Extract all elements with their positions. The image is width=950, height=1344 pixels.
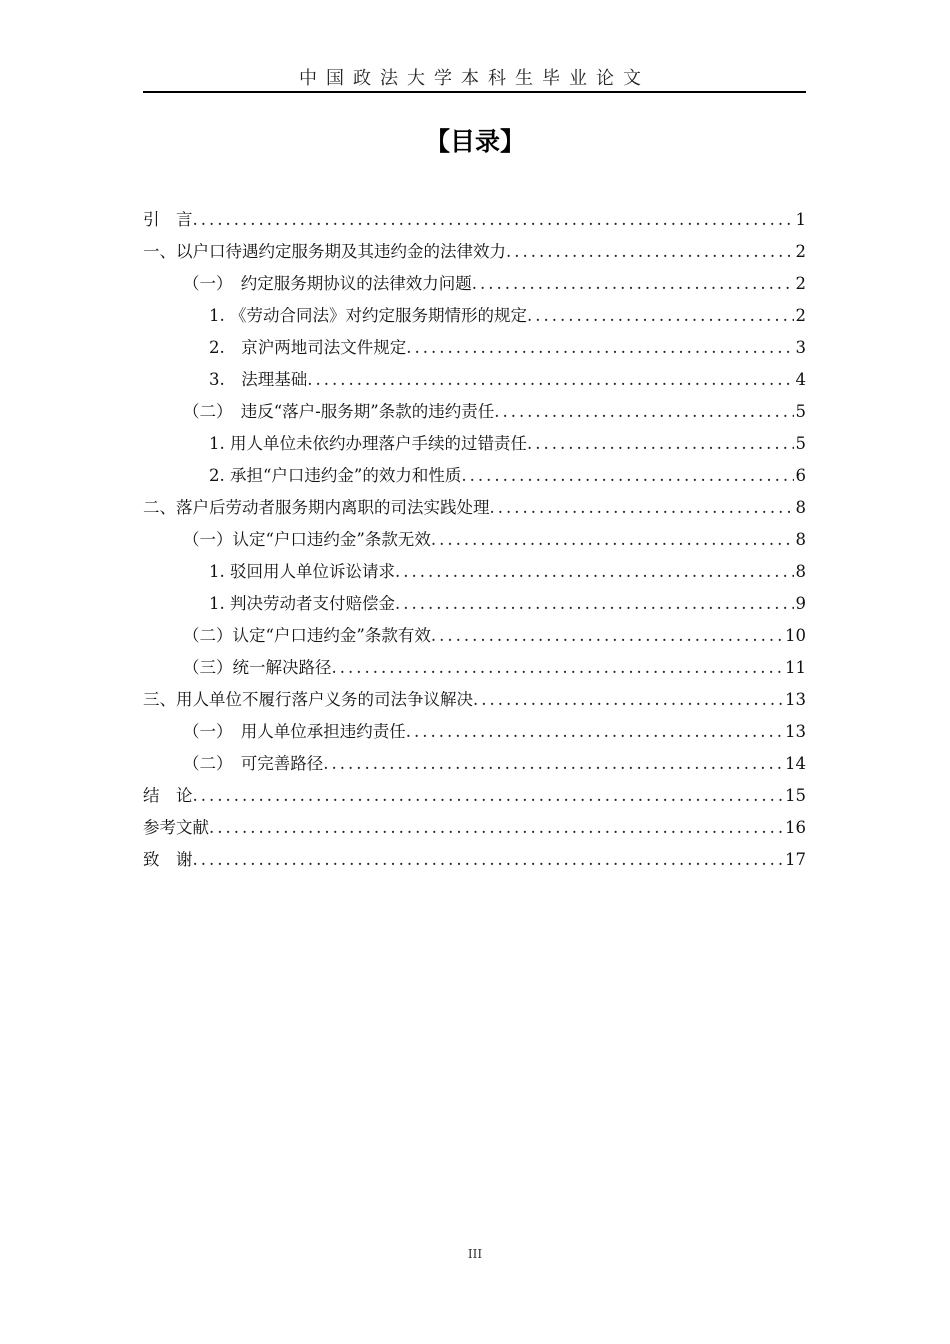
toc-entry-text: （二） 违反“落户-服务期”条款的违约责任 bbox=[183, 402, 495, 421]
toc-leader-dots bbox=[473, 684, 783, 716]
toc-entry-page: 13 bbox=[785, 690, 806, 709]
toc-title: 【目录】 bbox=[424, 127, 525, 156]
toc-leader-dots bbox=[395, 588, 794, 620]
toc-entry-section-3-2[interactable] bbox=[143, 748, 806, 780]
toc-entry-page: 5 bbox=[795, 402, 806, 421]
toc-entry-section-2-3[interactable] bbox=[143, 652, 806, 684]
toc-entry-text: （二）认定“户口违约金”条款有效 bbox=[183, 626, 431, 645]
toc-entry-page: 14 bbox=[785, 754, 806, 773]
toc-leader-dots bbox=[527, 428, 794, 460]
toc-entry-page: 3 bbox=[795, 338, 806, 357]
toc-entry-subsection-1-1-1[interactable] bbox=[143, 300, 806, 332]
toc-leader-dots bbox=[332, 652, 784, 684]
toc-leader-dots bbox=[323, 748, 783, 780]
toc-entry-subsection-1-2-2[interactable] bbox=[143, 460, 806, 492]
toc-entry-section-1-1[interactable] bbox=[143, 268, 806, 300]
toc-entry-page: 11 bbox=[785, 658, 806, 677]
toc-entry-text: 1. 用人单位未依约办理落户手续的过错责任 bbox=[209, 434, 527, 453]
toc-leader-dots bbox=[209, 812, 783, 844]
toc-entry-text: 结 论 bbox=[143, 786, 193, 805]
toc-entry-text: （一）认定“户口违约金”条款无效 bbox=[183, 530, 431, 549]
table-of-contents bbox=[143, 204, 806, 876]
running-header: 中国政法大学本科生毕业论文 bbox=[299, 68, 650, 89]
toc-entry-page: 15 bbox=[785, 786, 806, 805]
toc-entry-text: 参考文献 bbox=[143, 818, 209, 837]
toc-entry-page: 5 bbox=[795, 434, 806, 453]
toc-entry-conclusion[interactable] bbox=[143, 780, 806, 812]
toc-entry-text: 2. 京沪两地司法文件规定 bbox=[209, 338, 407, 357]
toc-entry-page: 1 bbox=[795, 210, 806, 229]
toc-leader-dots bbox=[490, 492, 794, 524]
toc-entry-subsection-2-1-2[interactable] bbox=[143, 588, 806, 620]
toc-entry-subsection-1-2-1[interactable] bbox=[143, 428, 806, 460]
toc-entry-subsection-2-1-1[interactable] bbox=[143, 556, 806, 588]
toc-entry-page: 13 bbox=[785, 722, 806, 741]
toc-entry-text: （一） 约定服务期协议的法律效力问题 bbox=[183, 274, 472, 293]
toc-entry-acknowledgements[interactable] bbox=[143, 844, 806, 876]
toc-entry-chapter-1[interactable] bbox=[143, 236, 806, 268]
toc-entry-text: 二、落户后劳动者服务期内离职的司法实践处理 bbox=[143, 498, 490, 517]
toc-leader-dots bbox=[431, 620, 783, 652]
toc-leader-dots bbox=[307, 364, 793, 396]
toc-entry-page: 10 bbox=[785, 626, 806, 645]
toc-entry-text: （三）统一解决路径 bbox=[183, 658, 332, 677]
header-rule bbox=[143, 91, 806, 93]
toc-entry-page: 8 bbox=[795, 530, 806, 549]
toc-leader-dots bbox=[472, 268, 794, 300]
toc-entry-chapter-2[interactable] bbox=[143, 492, 806, 524]
toc-leader-dots bbox=[506, 236, 794, 268]
toc-entry-page: 2 bbox=[795, 242, 806, 261]
toc-entry-text: 2. 承担“户口违约金”的效力和性质 bbox=[209, 466, 462, 485]
toc-entry-introduction[interactable] bbox=[143, 204, 806, 236]
toc-entry-text: （一） 用人单位承担违约责任 bbox=[183, 722, 406, 741]
toc-leader-dots bbox=[431, 524, 794, 556]
toc-entry-page: 8 bbox=[795, 562, 806, 581]
toc-entry-section-2-2[interactable] bbox=[143, 620, 806, 652]
toc-entry-page: 16 bbox=[785, 818, 806, 837]
toc-leader-dots bbox=[193, 204, 794, 236]
toc-leader-dots bbox=[494, 396, 793, 428]
toc-entry-text: 一、以户口待遇约定服务期及其违约金的法律效力 bbox=[143, 242, 506, 261]
toc-entry-text: 1. 《劳动合同法》对约定服务期情形的规定 bbox=[209, 306, 527, 325]
toc-entry-page: 6 bbox=[795, 466, 806, 485]
toc-entry-section-2-1[interactable] bbox=[143, 524, 806, 556]
toc-entry-section-3-1[interactable] bbox=[143, 716, 806, 748]
toc-entry-references[interactable] bbox=[143, 812, 806, 844]
toc-entry-page: 4 bbox=[795, 370, 806, 389]
toc-entry-subsection-1-1-3[interactable] bbox=[143, 364, 806, 396]
toc-leader-dots bbox=[527, 300, 794, 332]
toc-leader-dots bbox=[395, 556, 794, 588]
toc-entry-section-1-2[interactable] bbox=[143, 396, 806, 428]
toc-entry-text: 3. 法理基础 bbox=[209, 370, 308, 389]
toc-leader-dots bbox=[461, 460, 793, 492]
toc-entry-text: （二） 可完善路径 bbox=[183, 754, 324, 773]
toc-entry-page: 17 bbox=[785, 850, 806, 869]
toc-leader-dots bbox=[193, 844, 784, 876]
toc-entry-page: 2 bbox=[795, 274, 806, 293]
toc-entry-page: 9 bbox=[795, 594, 806, 613]
toc-entry-page: 8 bbox=[795, 498, 806, 517]
toc-entry-text: 1. 判决劳动者支付赔偿金 bbox=[209, 594, 395, 613]
toc-entry-text: 致 谢 bbox=[143, 850, 193, 869]
toc-entry-text: 1. 驳回用人单位诉讼请求 bbox=[209, 562, 395, 581]
toc-entry-text: 引 言 bbox=[143, 210, 193, 229]
toc-entry-subsection-1-1-2[interactable] bbox=[143, 332, 806, 364]
toc-leader-dots bbox=[406, 332, 793, 364]
toc-leader-dots bbox=[406, 716, 783, 748]
toc-entry-text: 三、用人单位不履行落户义务的司法争议解决 bbox=[143, 690, 473, 709]
page-number: III bbox=[467, 1247, 483, 1261]
toc-entry-chapter-3[interactable] bbox=[143, 684, 806, 716]
toc-entry-page: 2 bbox=[795, 306, 806, 325]
toc-leader-dots bbox=[193, 780, 784, 812]
